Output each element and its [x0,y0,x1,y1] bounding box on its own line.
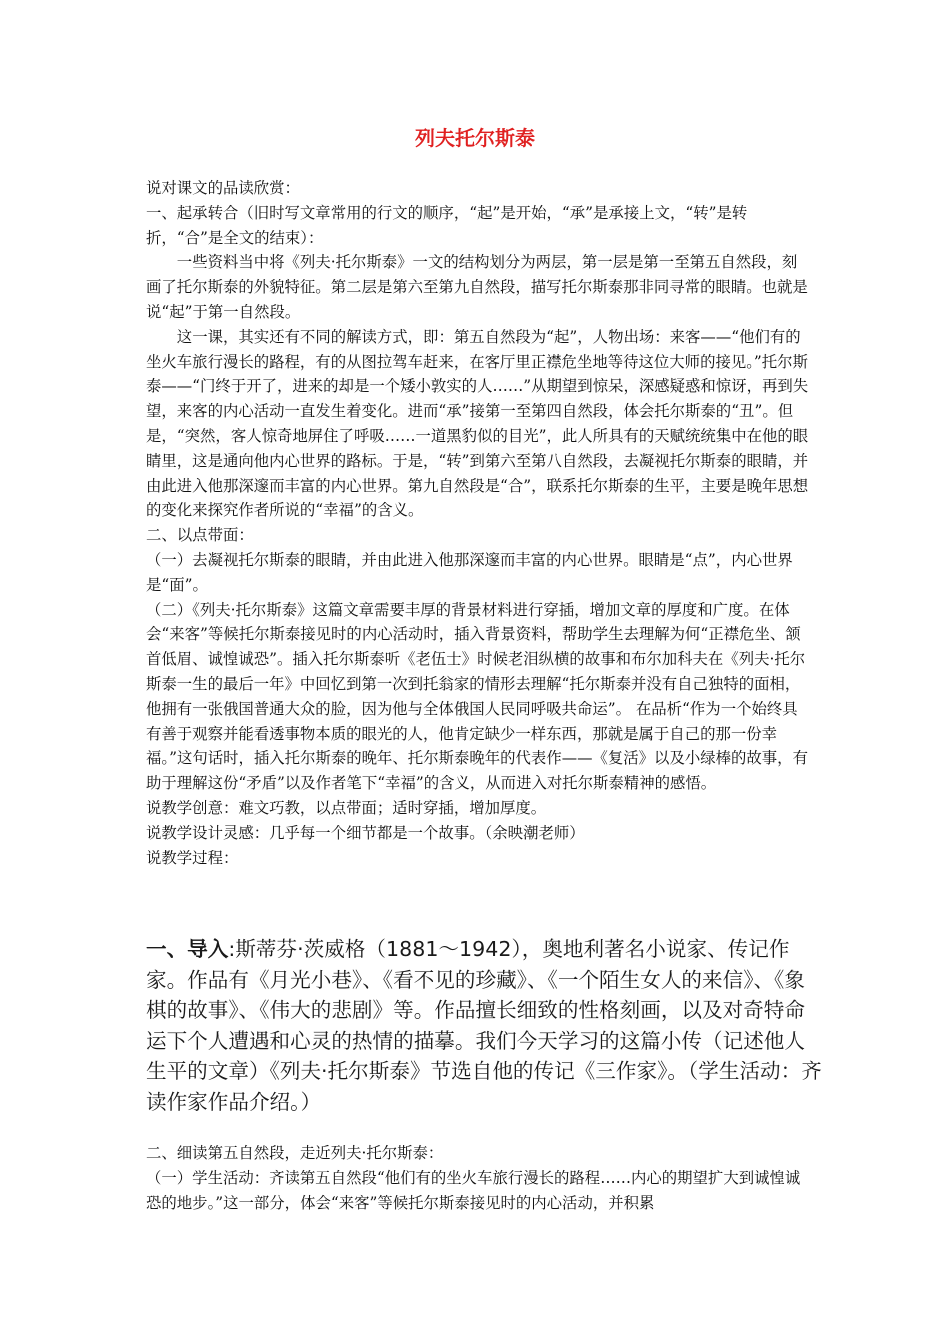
intro-block [146,934,822,1118]
paragraph-point-1: （一）去凝视托尔斯泰的眼睛，并由此进入他那深邃而丰富的内心世界。眼睛是“点”，内心世界是“面”。 [146,550,793,594]
paragraph-section-2-heading: 二、以点带面： [146,526,254,545]
intro-text: :斯蒂芬·茨威格（1881～1942），奥地利著名小说家、传记作家。作品有《月光小巷》、《看不见的珍藏》、《一个陌生女人的来信》、《象棋的故事》、《伟大的悲剧》等。作品擅长细致的性格刻画，以及对奇特命运下个人遭遇和心灵的热情的描摹。我们今天学习的这篇小传（记述他人生平的文章）《列夫·托尔斯泰》节选自他的传记《三作家》。（学生活动：齐读作家作品介绍。） [146,937,822,1114]
paragraph-section-2b-heading: 二、细读第五自然段，走近列夫·托尔斯泰： [146,1144,444,1162]
paragraph-structure: 一些资料当中将《列夫·托尔斯泰》一文的结构划分为两层，第一层是第一至第五自然段，刻画了托尔斯泰的外貌特征。第二层是第六至第九自然段，描写托尔斯泰那非同寻常的眼睛。也就是说“起”于第一自然段。 [146,253,808,321]
paragraph-opening: 说对课文的品读欣赏： [146,179,300,197]
document-body [146,176,810,870]
document-tail [146,1141,810,1215]
paragraph-point-2: （二）《列夫·托尔斯泰》这篇文章需要丰厚的背景材料进行穿插，增加文章的厚度和广度。在体会“来客”等候托尔斯泰接见时的内心活动时，插入背景资料，帮助学生去理解为何“正襟危坐、颔首低眉、诚惶诚恐”。插入托尔斯泰听《老伍士》时候老泪纵横的故事和布尔加科夫在《列夫·托尔斯泰一生的最后一年》中回忆到第一次到托翁家的情形去理解“托尔斯泰并没有自己独特的面相，他拥有一张俄国普通大众的脸，因为他与全体俄国人民同呼吸共命运”。 在品析“作为一个始终具有善于观察并能看透事物本质的眼光的人，他肯定缺少一样东西，那就是属于自己的那一份幸福。”这句话时，插入托尔斯泰的晚年、托尔斯泰晚年的代表作——《复活》以及小绿棒的故事，有助于理解这份“矛盾”以及作者笔下“幸福”的含义，从而进入对托尔斯泰精神的感悟。 [146,600,808,793]
document-title: 列夫托尔斯泰 [415,126,535,150]
paragraph-section-1-heading: 一、起承转合（旧时写文章常用的行文的顺序，“起”是开始，“承”是承接上文，“转”是转折，“合”是全文的结束）： [146,203,748,247]
paragraph-inspiration: 说教学设计灵感：几乎每一个细节都是一个故事。（余映潮老师） [146,823,585,842]
paragraph-activity: （一）学生活动：齐读第五自然段“他们有的坐火车旅行漫长的路程……内心的期望扩大到诚惶诚恐的地步。”这一部分，体会“来客”等候托尔斯泰接见时的内心活动，并积累 [146,1168,801,1212]
paragraph-process-heading: 说教学过程： [146,848,239,867]
intro-lead: 一、导入 [146,937,229,961]
paragraph-interpretation: 这一课，其实还有不同的解读方式，即：第五自然段为“起”，人物出场：来客——“他们有的坐火车旅行漫长的路程，有的从图拉驾车赶来，在客厅里正襟危坐地等待这位大师的接见。”托尔斯泰——“门终于开了，进来的却是一个矮小敦实的人……”从期望到惊呆，深感疑惑和惊讶，再到失望，来客的内心活动一直发生着变化。进而“承”接第一至第四自然段，体会托尔斯泰的“丑”。但是，“突然，客人惊奇地屏住了呼吸……一道黑豹似的目光”，此人所具有的天赋统统集中在他的眼睛里，这是通向他内心世界的路标。于是，“转”到第六至第八自然段，去凝视托尔斯泰的眼睛，并由此进入他那深邃而丰富的内心世界。第九自然段是“合”，联系托尔斯泰的生平，主要是晚年思想的变化来探究作者所说的“幸福”的含义。 [146,327,809,520]
paragraph-creative-idea: 说教学创意：难文巧教，以点带面；适时穿插，增加厚度。 [146,798,547,817]
